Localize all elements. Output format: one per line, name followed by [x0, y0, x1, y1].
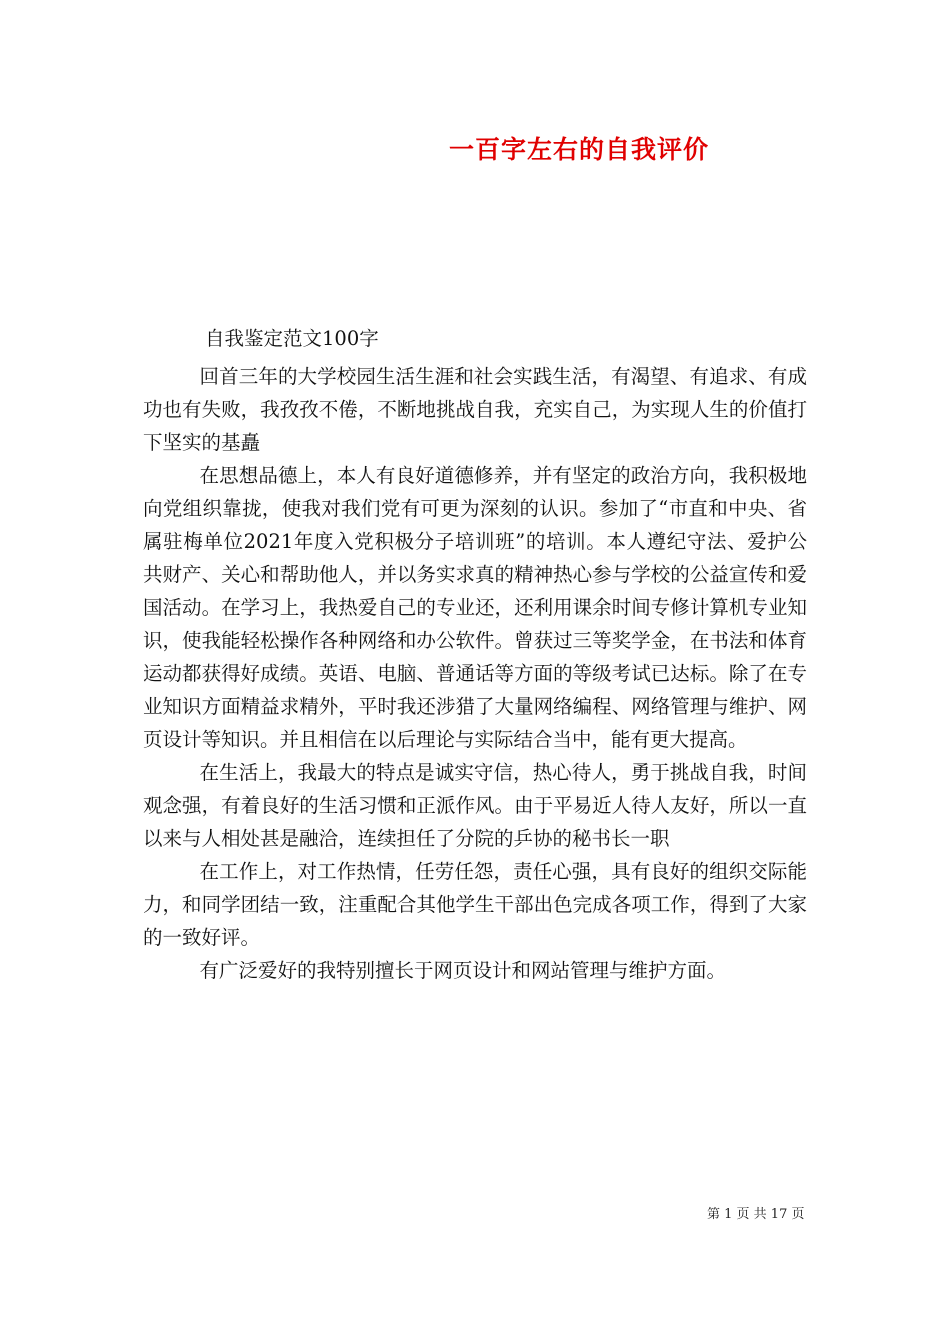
- paragraph-intro: 回首三年的大学校园生活生涯和社会实践生活，有渴望、有追求、有成功也有失败，我孜孜不倦，不断地挑战自我，充实自己，为实现人生的价值打下坚实的基矗: [143, 365, 807, 454]
- page-number-footer: 第 1 页 共 17 页: [707, 1207, 805, 1222]
- paragraph-ideology-study: 在思想品德上，本人有良好道德修养，并有坚定的政治方向，我积极地向党组织靠拢，使我对我们党有可更为深刻的认识。参加了“市直和中央、省属驻梅单位2021年度入党积极分子培训班”的培训。本人遵纪守法、爱护公共财产、关心和帮助他人，并以务实求真的精神热心参与学校的公益宣传和爱国活动。在学习上，我热爱自己的专业还，还利用课余时间专修计算机专业知识，使我能轻松操作各种网络和办公软件。曾获过三等奖学金，在书法和体育运动都获得好成绩。英语、电脑、普通话等方面的等级考试已达标。除了在专业知识方面精益求精外，平时我还涉猎了大量网络编程、网络管理与维护、网页设计等知识。并且相信在以后理论与实际结合当中，能有更大提高。: [143, 464, 807, 751]
- document-subtitle: 自我鉴定范文100字: [205, 327, 379, 350]
- document-title: 一百字左右的自我评价: [449, 135, 710, 164]
- paragraph-work: 在工作上，对工作热情，任劳任怨，责任心强，具有良好的组织交际能力，和同学团结一致，注重配合其他学生干部出色完成各项工作，得到了大家的一致好评。: [143, 860, 807, 949]
- paragraph-hobbies: 有广泛爱好的我特别擅长于网页设计和网站管理与维护方面。: [199, 959, 727, 982]
- document-body: [143, 322, 807, 987]
- paragraph-life: 在生活上，我最大的特点是诚实守信，热心待人，勇于挑战自我，时间观念强，有着良好的生活习惯和正派作风。由于平易近人待人友好，所以一直以来与人相处甚是融洽，连续担任了分院的乒协的秘书长一职: [143, 761, 807, 850]
